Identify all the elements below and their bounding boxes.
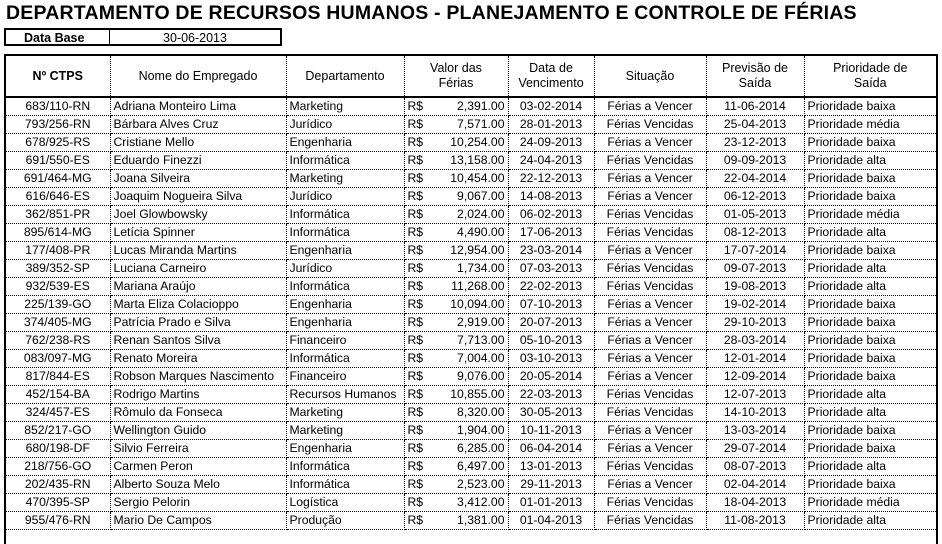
cell-previsao[interactable]: 14-10-2013 [706,404,804,422]
amount-value: 1,904.00 [457,423,505,437]
cell-situacao[interactable]: Férias a Vencer [594,350,706,368]
cell-departamento[interactable]: Informática [286,350,404,368]
currency-symbol: R$ [407,171,424,185]
currency-symbol: R$ [407,333,424,347]
table-row [6,224,936,242]
cell-previsao[interactable]: 06-12-2013 [706,188,804,206]
cell-departamento[interactable]: Marketing [286,97,404,116]
cell-prioridade[interactable]: Prioridade baixa [804,242,936,260]
cell-previsao[interactable]: 09-07-2013 [706,260,804,278]
cell-situacao[interactable]: Férias Vencidas [594,386,706,404]
amount-value: 6,497.00 [457,459,505,473]
amount-value: 3,412.00 [457,495,505,509]
cell-ctps[interactable]: 374/405-MG [6,314,110,332]
cell-ctps[interactable]: 691/550-ES [6,152,110,170]
cell-nome[interactable]: Cristiane Mello [110,134,286,152]
cell-situacao[interactable]: Férias Vencidas [594,260,706,278]
cell-nome[interactable]: Sergio Pelorin [110,494,286,512]
cell-departamento[interactable]: Jurídico [286,188,404,206]
cell-valor[interactable] [404,440,508,458]
cell-valor[interactable] [404,494,508,512]
currency-symbol: R$ [407,135,424,149]
cell-vencimento[interactable]: 20-05-2014 [508,368,594,386]
cell-nome[interactable]: Mariana Araújo [110,278,286,296]
amount-value: 7,713.00 [457,333,505,347]
cell-nome[interactable]: Renato Moreira [110,350,286,368]
header-vencimento[interactable]: Data de Vencimento [508,56,594,97]
table-row [6,512,936,530]
header-departamento[interactable]: Departamento [286,56,404,97]
header-nome[interactable]: Nome do Empregado [110,56,286,97]
cell-prioridade[interactable]: Prioridade alta [804,404,936,422]
cell-prioridade[interactable]: Prioridade média [804,206,936,224]
cell-ctps[interactable]: 762/238-RS [6,332,110,350]
currency-symbol: R$ [407,153,424,167]
cell-situacao[interactable]: Férias a Vencer [594,134,706,152]
cell-nome[interactable]: Luciana Carneiro [110,260,286,278]
cell-vencimento[interactable]: 23-03-2014 [508,242,594,260]
cell-prioridade[interactable]: Prioridade média [804,494,936,512]
cell-situacao[interactable]: Férias Vencidas [594,116,706,134]
cell-previsao[interactable]: 23-12-2013 [706,134,804,152]
cell-nome[interactable]: Patrícia Prado e Silva [110,314,286,332]
cell-situacao[interactable]: Férias Vencidas [594,206,706,224]
cell-prioridade[interactable]: Prioridade baixa [804,97,936,116]
cell-previsao[interactable]: 13-03-2014 [706,422,804,440]
cell-prioridade[interactable]: Prioridade baixa [804,440,936,458]
cell-ctps[interactable]: 680/198-DF [6,440,110,458]
amount-value: 10,094.00 [450,297,505,311]
amount-value: 2,523.00 [457,477,505,491]
currency-symbol: R$ [407,315,424,329]
cell-valor[interactable] [404,260,508,278]
cell-vencimento[interactable]: 28-01-2013 [508,116,594,134]
table-row [6,296,936,314]
table-row [6,494,936,512]
data-base-value[interactable]: 30-06-2013 [163,31,227,45]
currency-symbol: R$ [407,387,424,401]
cell-vencimento[interactable]: 24-09-2013 [508,134,594,152]
cell-situacao[interactable]: Férias a Vencer [594,170,706,188]
cell-previsao[interactable]: 22-04-2014 [706,170,804,188]
cell-vencimento[interactable]: 29-11-2013 [508,476,594,494]
cell-previsao[interactable]: 17-07-2014 [706,242,804,260]
cell-prioridade[interactable]: Prioridade baixa [804,134,936,152]
cell-nome[interactable]: Adriana Monteiro Lima [110,97,286,116]
cell-nome[interactable]: Carmen Peron [110,458,286,476]
currency-symbol: R$ [407,441,424,455]
cell-departamento[interactable]: Engenharia [286,440,404,458]
cell-valor[interactable] [404,350,508,368]
data-base-label: Data Base [6,30,110,44]
cell-departamento[interactable]: Engenharia [286,314,404,332]
cell-ctps[interactable]: 324/457-ES [6,404,110,422]
cell-ctps[interactable]: 389/352-SP [6,260,110,278]
amount-value: 2,024.00 [457,207,505,221]
cell-vencimento[interactable]: 06-02-2013 [508,206,594,224]
cell-vencimento[interactable]: 22-12-2013 [508,170,594,188]
cell-vencimento[interactable]: 10-11-2013 [508,422,594,440]
cell-vencimento[interactable]: 05-10-2013 [508,332,594,350]
cell-ctps[interactable]: 691/464-MG [6,170,110,188]
header-valor[interactable]: Valor das Férias [404,56,508,97]
amount-value: 1,381.00 [457,513,505,527]
cell-valor[interactable] [404,512,508,530]
cell-previsao[interactable]: 08-12-2013 [706,224,804,242]
cell-ctps[interactable]: 678/925-RS [6,134,110,152]
cell-valor[interactable] [404,332,508,350]
cell-situacao[interactable]: Férias a Vencer [594,97,706,116]
table-body [6,97,936,530]
table-header-row [6,56,936,97]
cell-previsao[interactable]: 28-03-2014 [706,332,804,350]
cell-vencimento[interactable]: 07-03-2013 [508,260,594,278]
cell-ctps[interactable]: 362/851-PR [6,206,110,224]
amount-value: 12,954.00 [450,243,505,257]
cell-vencimento[interactable]: 03-10-2013 [508,350,594,368]
cell-valor[interactable] [404,152,508,170]
cell-situacao[interactable]: Férias a Vencer [594,242,706,260]
cell-situacao[interactable]: Férias a Vencer [594,188,706,206]
cell-ctps[interactable]: 225/139-GO [6,296,110,314]
cell-nome[interactable]: Silvio Ferreira [110,440,286,458]
table-row [6,404,936,422]
cell-valor[interactable] [404,278,508,296]
amount-value: 9,067.00 [457,189,505,203]
currency-symbol: R$ [407,225,424,239]
cell-prioridade[interactable]: Prioridade alta [804,278,936,296]
cell-departamento[interactable]: Informática [286,458,404,476]
cell-nome[interactable]: Mario De Campos [110,512,286,530]
cell-departamento[interactable]: Marketing [286,404,404,422]
cell-previsao[interactable]: 01-05-2013 [706,206,804,224]
cell-departamento[interactable]: Engenharia [286,296,404,314]
vacation-table [6,56,936,530]
cell-prioridade[interactable]: Prioridade baixa [804,350,936,368]
cell-prioridade[interactable]: Prioridade baixa [804,422,936,440]
cell-departamento[interactable]: Informática [286,278,404,296]
cell-ctps[interactable]: 955/476-RN [6,512,110,530]
cell-ctps[interactable]: 202/435-RN [6,476,110,494]
cell-situacao[interactable]: Férias a Vencer [594,314,706,332]
cell-prioridade[interactable]: Prioridade baixa [804,368,936,386]
cell-situacao[interactable]: Férias a Vencer [594,422,706,440]
table-row [6,206,936,224]
cell-departamento[interactable]: Financeiro [286,332,404,350]
header-ctps[interactable]: Nº CTPS [6,56,110,97]
cell-vencimento[interactable]: 14-08-2013 [508,188,594,206]
amount-value: 9,076.00 [457,369,505,383]
amount-value: 2,919.00 [457,315,505,329]
cell-valor[interactable] [404,206,508,224]
table-row [6,476,936,494]
cell-situacao[interactable]: Férias a Vencer [594,296,706,314]
page-title: DEPARTAMENTO DE RECURSOS HUMANOS - PLANEJAMENTO E CONTROLE DE FÉRIAS [6,2,857,24]
amount-value: 10,254.00 [450,135,505,149]
cell-valor[interactable] [404,296,508,314]
cell-previsao[interactable]: 09-09-2013 [706,152,804,170]
cell-ctps[interactable]: 470/395-SP [6,494,110,512]
cell-nome[interactable]: Rômulo da Fonseca [110,404,286,422]
currency-symbol: R$ [407,405,424,419]
currency-symbol: R$ [407,279,424,293]
table-row [6,458,936,476]
cell-situacao[interactable]: Férias Vencidas [594,458,706,476]
currency-symbol: R$ [407,351,424,365]
cell-situacao[interactable]: Férias a Vencer [594,476,706,494]
currency-symbol: R$ [407,423,424,437]
currency-symbol: R$ [407,117,424,131]
cell-previsao[interactable]: 12-01-2014 [706,350,804,368]
amount-value: 4,490.00 [457,225,505,239]
data-base-box [4,28,282,46]
table-row [6,152,936,170]
currency-symbol: R$ [407,207,424,221]
cell-vencimento[interactable]: 13-01-2013 [508,458,594,476]
currency-symbol: R$ [407,261,424,275]
currency-symbol: R$ [407,459,424,473]
cell-ctps[interactable]: 452/154-BA [6,386,110,404]
cell-valor[interactable] [404,242,508,260]
cell-prioridade[interactable]: Prioridade média [804,116,936,134]
cell-valor[interactable] [404,386,508,404]
cell-departamento[interactable]: Marketing [286,170,404,188]
cell-nome[interactable]: Joel Glowbowsky [110,206,286,224]
cell-situacao[interactable]: Férias Vencidas [594,278,706,296]
cell-vencimento[interactable]: 30-05-2013 [508,404,594,422]
cell-ctps[interactable]: 218/756-GO [6,458,110,476]
cell-vencimento[interactable]: 20-07-2013 [508,314,594,332]
cell-vencimento[interactable]: 17-06-2013 [508,224,594,242]
cell-vencimento[interactable]: 22-03-2013 [508,386,594,404]
table-row [6,116,936,134]
table-row [6,278,936,296]
cell-departamento[interactable]: Produção [286,512,404,530]
cell-ctps[interactable]: 852/217-GO [6,422,110,440]
header-previsao[interactable]: Previsão de Saída [706,56,804,97]
cell-ctps[interactable]: 083/097-MG [6,350,110,368]
cell-situacao[interactable]: Férias a Vencer [594,332,706,350]
cell-valor[interactable] [404,134,508,152]
amount-value: 11,268.00 [451,279,505,293]
cell-ctps[interactable]: 616/646-ES [6,188,110,206]
cell-nome[interactable]: Joaquim Nogueira Silva [110,188,286,206]
currency-symbol: R$ [407,189,424,203]
cell-departamento[interactable]: Informática [286,224,404,242]
cell-nome[interactable]: Eduardo Finezzi [110,152,286,170]
cell-prioridade[interactable]: Prioridade alta [804,458,936,476]
cell-previsao[interactable]: 19-02-2014 [706,296,804,314]
table-row [6,332,936,350]
cell-situacao[interactable]: Férias a Vencer [594,368,706,386]
cell-departamento[interactable]: Jurídico [286,116,404,134]
cell-prioridade[interactable]: Prioridade alta [804,224,936,242]
table-row [6,314,936,332]
cell-nome[interactable]: Rodrigo Martins [110,386,286,404]
cell-prioridade[interactable]: Prioridade alta [804,152,936,170]
table-row [6,440,936,458]
cell-nome[interactable]: Joana Silveira [110,170,286,188]
table-row [6,97,936,116]
cell-situacao[interactable]: Férias Vencidas [594,224,706,242]
cell-departamento[interactable]: Logística [286,494,404,512]
table-row [6,422,936,440]
cell-previsao[interactable]: 11-06-2014 [706,97,804,116]
currency-symbol: R$ [407,99,424,113]
table-row [6,386,936,404]
cell-ctps[interactable]: 895/614-MG [6,224,110,242]
cell-nome[interactable]: Lucas Miranda Martins [110,242,286,260]
cell-prioridade[interactable]: Prioridade baixa [804,296,936,314]
table-row [6,350,936,368]
cell-nome[interactable]: Marta Eliza Colacioppo [110,296,286,314]
table-row [6,368,936,386]
cell-situacao[interactable]: Férias Vencidas [594,152,706,170]
cell-valor[interactable] [404,170,508,188]
cell-valor[interactable] [404,314,508,332]
cell-vencimento[interactable]: 22-02-2013 [508,278,594,296]
cell-valor[interactable] [404,188,508,206]
cell-ctps[interactable]: 177/408-PR [6,242,110,260]
cell-departamento[interactable]: Financeiro [286,368,404,386]
cell-previsao[interactable]: 18-04-2013 [706,494,804,512]
currency-symbol: R$ [407,297,424,311]
cell-prioridade[interactable]: Prioridade baixa [804,332,936,350]
cell-vencimento[interactable]: 24-04-2013 [508,152,594,170]
cell-valor[interactable] [404,404,508,422]
cell-situacao[interactable]: Férias a Vencer [594,440,706,458]
cell-previsao[interactable]: 12-07-2013 [706,386,804,404]
amount-value: 13,158.00 [450,153,505,167]
cell-departamento[interactable]: Informática [286,206,404,224]
cell-departamento[interactable]: Engenharia [286,242,404,260]
amount-value: 10,855.00 [450,387,505,401]
amount-value: 7,571.00 [457,117,505,131]
cell-prioridade[interactable]: Prioridade alta [804,260,936,278]
table-row [6,242,936,260]
cell-ctps[interactable]: 817/844-ES [6,368,110,386]
cell-prioridade[interactable]: Prioridade alta [804,512,936,530]
currency-symbol: R$ [407,477,424,491]
cell-previsao[interactable]: 11-08-2013 [706,512,804,530]
cell-previsao[interactable]: 25-04-2013 [706,116,804,134]
cell-vencimento[interactable]: 01-01-2013 [508,494,594,512]
table-row [6,260,936,278]
cell-ctps[interactable]: 793/256-RN [6,116,110,134]
cell-valor[interactable] [404,97,508,116]
cell-nome[interactable]: Bárbara Alves Cruz [110,116,286,134]
header-situacao[interactable]: Situação [594,56,706,97]
cell-prioridade[interactable]: Prioridade baixa [804,314,936,332]
cell-departamento[interactable]: Jurídico [286,260,404,278]
cell-previsao[interactable]: 29-10-2013 [706,314,804,332]
cell-ctps[interactable]: 932/539-ES [6,278,110,296]
vacation-table-container [4,54,938,544]
cell-previsao[interactable]: 19-08-2013 [706,278,804,296]
cell-departamento[interactable]: Recursos Humanos [286,386,404,404]
table-row [6,170,936,188]
amount-value: 2,391.00 [457,99,505,113]
amount-value: 7,004.00 [457,351,505,365]
cell-valor[interactable] [404,422,508,440]
cell-departamento[interactable]: Informática [286,152,404,170]
cell-valor[interactable] [404,476,508,494]
cell-nome[interactable]: Letícia Spinner [110,224,286,242]
cell-nome[interactable]: Robson Marques Nascimento [110,368,286,386]
table-row [6,188,936,206]
amount-value: 8,320.00 [457,405,505,419]
table-row [6,134,936,152]
cell-valor[interactable] [404,116,508,134]
cell-previsao[interactable]: 02-04-2014 [706,476,804,494]
amount-value: 6,285.00 [457,441,505,455]
cell-ctps[interactable]: 683/110-RN [6,97,110,116]
cell-situacao[interactable]: Férias Vencidas [594,494,706,512]
cell-prioridade[interactable]: Prioridade baixa [804,476,936,494]
currency-symbol: R$ [407,369,424,383]
cell-prioridade[interactable]: Prioridade baixa [804,170,936,188]
cell-valor[interactable] [404,224,508,242]
amount-value: 1,734.00 [457,261,505,275]
cell-prioridade[interactable]: Prioridade baixa [804,188,936,206]
cell-previsao[interactable]: 08-07-2013 [706,458,804,476]
cell-departamento[interactable]: Marketing [286,422,404,440]
currency-symbol: R$ [407,513,424,527]
cell-departamento[interactable]: Engenharia [286,134,404,152]
cell-situacao[interactable]: Férias Vencidas [594,512,706,530]
header-prioridade[interactable]: Prioridade de Saída [804,56,936,97]
cell-departamento[interactable]: Informática [286,476,404,494]
cell-vencimento[interactable]: 07-10-2013 [508,296,594,314]
cell-previsao[interactable]: 29-07-2014 [706,440,804,458]
cell-nome[interactable]: Alberto Souza Melo [110,476,286,494]
cell-vencimento[interactable]: 01-04-2013 [508,512,594,530]
cell-valor[interactable] [404,458,508,476]
currency-symbol: R$ [407,495,424,509]
cell-vencimento[interactable]: 03-02-2014 [508,97,594,116]
currency-symbol: R$ [407,243,424,257]
cell-nome[interactable]: Wellington Guido [110,422,286,440]
amount-value: 10,454.00 [450,171,505,185]
cell-situacao[interactable]: Férias Vencidas [594,404,706,422]
cell-vencimento[interactable]: 06-04-2014 [508,440,594,458]
cell-previsao[interactable]: 12-09-2014 [706,368,804,386]
cell-prioridade[interactable]: Prioridade alta [804,386,936,404]
cell-nome[interactable]: Renan Santos Silva [110,332,286,350]
cell-valor[interactable] [404,368,508,386]
